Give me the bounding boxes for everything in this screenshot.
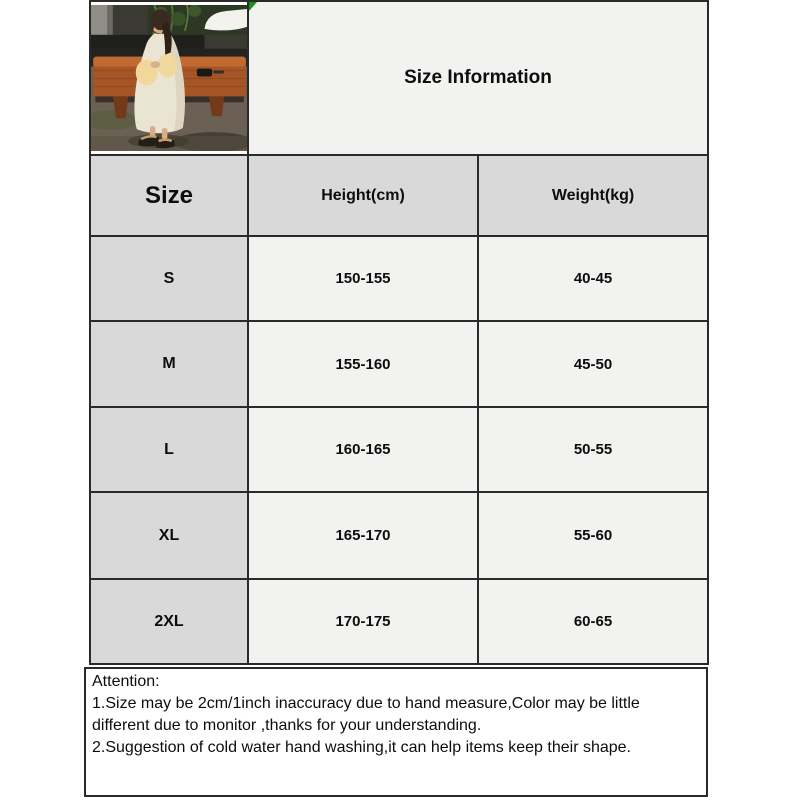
column-header-weight: Weight(kg) [478, 155, 708, 236]
weight-value: 45-50 [478, 321, 708, 407]
attention-note [84, 667, 708, 797]
weight-value: 50-55 [478, 407, 708, 492]
attention-line-3: 2.Suggestion of cold water hand washing,it can help items keep their shape. [92, 739, 631, 756]
table-row-l [90, 407, 708, 492]
photo-title-row [90, 1, 708, 155]
height-value: 150-155 [248, 236, 478, 321]
height-value: 160-165 [248, 407, 478, 492]
column-header-height: Height(cm) [248, 155, 478, 236]
table-row-m [90, 321, 708, 407]
size-label: L [90, 407, 248, 492]
size-label: S [90, 236, 248, 321]
weight-value: 40-45 [478, 236, 708, 321]
size-table [89, 0, 709, 665]
weight-value: 60-65 [478, 579, 708, 664]
table-row-2xl [90, 579, 708, 664]
table-row-xl [90, 492, 708, 579]
size-information-title: Size Information [404, 67, 552, 88]
size-label: XL [90, 492, 248, 579]
height-value: 170-175 [248, 579, 478, 664]
size-label: 2XL [90, 579, 248, 664]
attention-title: Attention: [92, 673, 160, 690]
height-value: 165-170 [248, 492, 478, 579]
product-photo [91, 5, 247, 151]
green-corner-marker-icon [249, 2, 257, 11]
attention-line-1: 1.Size may be 2cm/1inch inaccuracy due to hand measure,Color may be little [92, 695, 640, 712]
table-header-row [90, 155, 708, 236]
product-photo-cell [90, 1, 248, 155]
height-value: 155-160 [248, 321, 478, 407]
weight-value: 55-60 [478, 492, 708, 579]
product-photo-illustration [91, 5, 247, 151]
size-information-title-cell [248, 1, 708, 155]
table-row-s [90, 236, 708, 321]
column-header-size: Size [90, 155, 248, 236]
size-label: M [90, 321, 248, 407]
attention-line-2: different due to monitor ,thanks for your understanding. [92, 717, 482, 734]
